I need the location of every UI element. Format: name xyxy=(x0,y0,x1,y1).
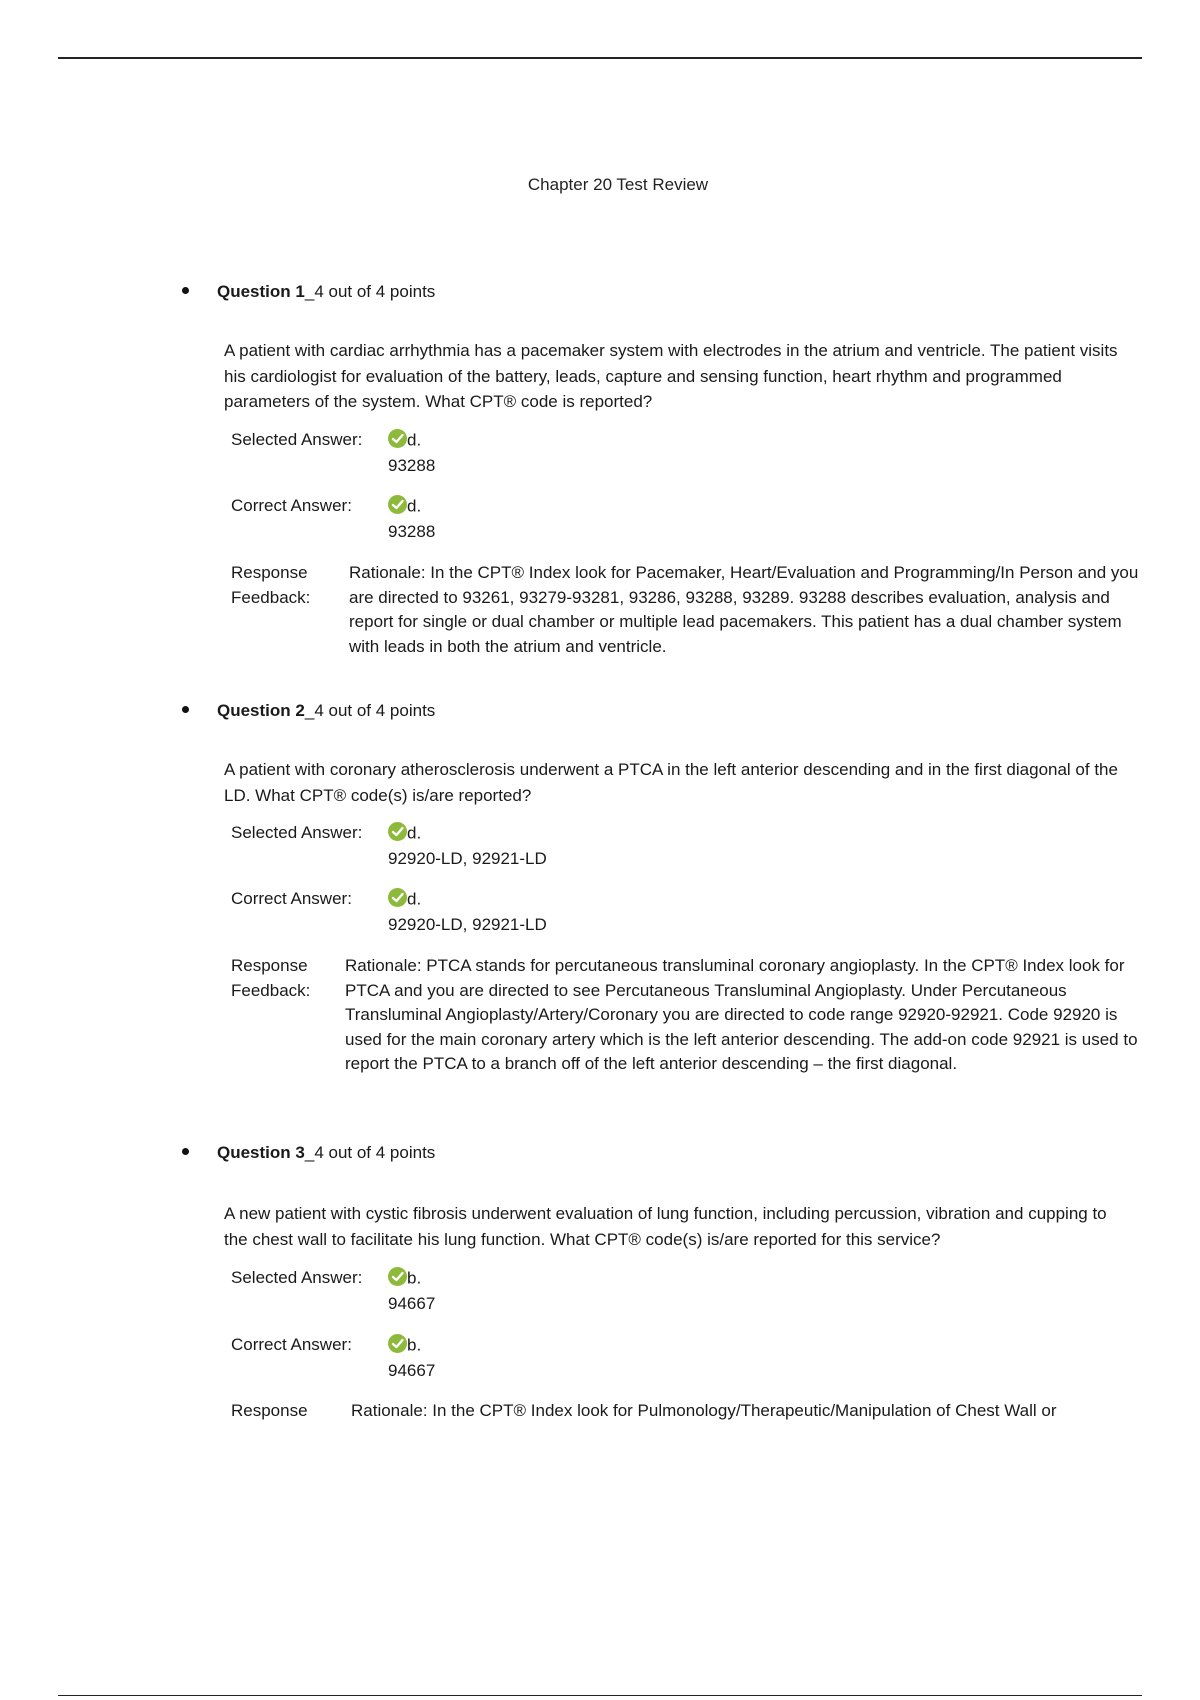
correct-answer xyxy=(231,1332,1131,1384)
answer-code: 94667 xyxy=(388,1361,436,1380)
answer-code: 92920-LD, 92921-LD xyxy=(388,849,547,868)
page-title: Chapter 20 Test Review xyxy=(527,175,709,194)
answer-code: 93288 xyxy=(388,522,436,541)
answer-letter: d. xyxy=(407,889,422,909)
question-label: Question 2 xyxy=(217,701,305,720)
question-label: Question 1 xyxy=(217,282,305,301)
question-text: A patient with coronary atherosclerosis underwent a PTCA in the left anterior descending and in the first diagonal of the LD. What CPT® code(s) is/are reported? xyxy=(224,760,1118,805)
answer-letter: d. xyxy=(407,823,422,843)
question-points: _4 out of 4 points xyxy=(304,701,436,720)
question-points: _4 out of 4 points xyxy=(304,282,436,301)
feedback-text: Rationale: PTCA stands for percutaneous transluminal coronary angioplasty. In the CPT® Index look for PTCA and you are directed to see Percutaneous Transluminal Angioplasty. Under Percutaneous Transluminal Angioplasty/Artery/Coronary you are directed to code range 92920-92921. Code 92920 is used for the main coronary artery which is the left anterior descending. The add-on code 92921 is used to report the PTCA to a branch off of the left anterior descending – the first diagonal. xyxy=(345,956,1138,1073)
selected-answer xyxy=(231,1265,1131,1317)
question-header xyxy=(182,1141,435,1165)
feedback-label: Response xyxy=(231,1401,308,1420)
question-text: A patient with cardiac arrhythmia has a pacemaker system with electrodes in the atrium and ventricle. The patient visits his cardiologist for evaluation of the battery, leads, capture and sensing function, heart rhythm and programmed parameters of the system. What CPT® code is reported? xyxy=(224,341,1118,411)
selected-answer xyxy=(231,427,1131,479)
correct-answer-label: Correct Answer: xyxy=(231,496,352,515)
check-icon xyxy=(388,822,407,841)
answer-letter: b. xyxy=(407,1268,422,1288)
selected-answer-label: Selected Answer: xyxy=(231,823,363,842)
correct-answer xyxy=(231,886,1131,938)
check-icon xyxy=(388,495,407,514)
feedback-label: Feedback: xyxy=(231,980,311,1000)
bullet-icon xyxy=(182,287,189,294)
question-text: A new patient with cystic fibrosis underwent evaluation of lung function, including percussion, vibration and cupping to the chest wall to facilitate his lung function. What CPT® code(s) is/are reported for this service? xyxy=(224,1204,1107,1249)
check-icon xyxy=(388,888,407,907)
question-header xyxy=(182,699,435,723)
question-header xyxy=(182,280,435,304)
question-points: _4 out of 4 points xyxy=(304,1143,436,1162)
top-rule xyxy=(58,57,1142,59)
answer-code: 93288 xyxy=(388,456,436,475)
answer-letter: b. xyxy=(407,1335,422,1355)
feedback-label: Response xyxy=(231,563,308,582)
selected-answer xyxy=(231,820,1131,872)
check-icon xyxy=(388,1267,407,1286)
feedback-text: Rationale: In the CPT® Index look for Pacemaker, Heart/Evaluation and Programming/In Person and you are directed to 93261, 93279-93281, 93286, 93288, 93289. 93288 describes evaluation, analysis and report for single or dual chamber or multiple lead pacemakers. This patient has a dual chamber system with leads in both the atrium and ventricle. xyxy=(349,563,1139,656)
answer-code: 92920-LD, 92921-LD xyxy=(388,915,547,934)
answer-letter: d. xyxy=(407,430,422,450)
correct-answer-label: Correct Answer: xyxy=(231,889,352,908)
feedback-label: Response xyxy=(231,956,308,975)
bullet-icon xyxy=(182,1148,189,1155)
answer-code: 94667 xyxy=(388,1294,436,1313)
correct-answer-label: Correct Answer: xyxy=(231,1335,352,1354)
selected-answer-label: Selected Answer: xyxy=(231,1268,363,1287)
check-icon xyxy=(388,429,407,448)
selected-answer-label: Selected Answer: xyxy=(231,430,363,449)
correct-answer xyxy=(231,493,1131,545)
feedback-text: Rationale: In the CPT® Index look for Pulmonology/Therapeutic/Manipulation of Chest Wall or xyxy=(351,1401,1057,1420)
feedback-label: Feedback: xyxy=(231,587,311,607)
bottom-rule xyxy=(58,1695,1142,1696)
check-icon xyxy=(388,1334,407,1353)
answer-letter: d. xyxy=(407,496,422,516)
bullet-icon xyxy=(182,706,189,713)
question-label: Question 3 xyxy=(217,1143,305,1162)
